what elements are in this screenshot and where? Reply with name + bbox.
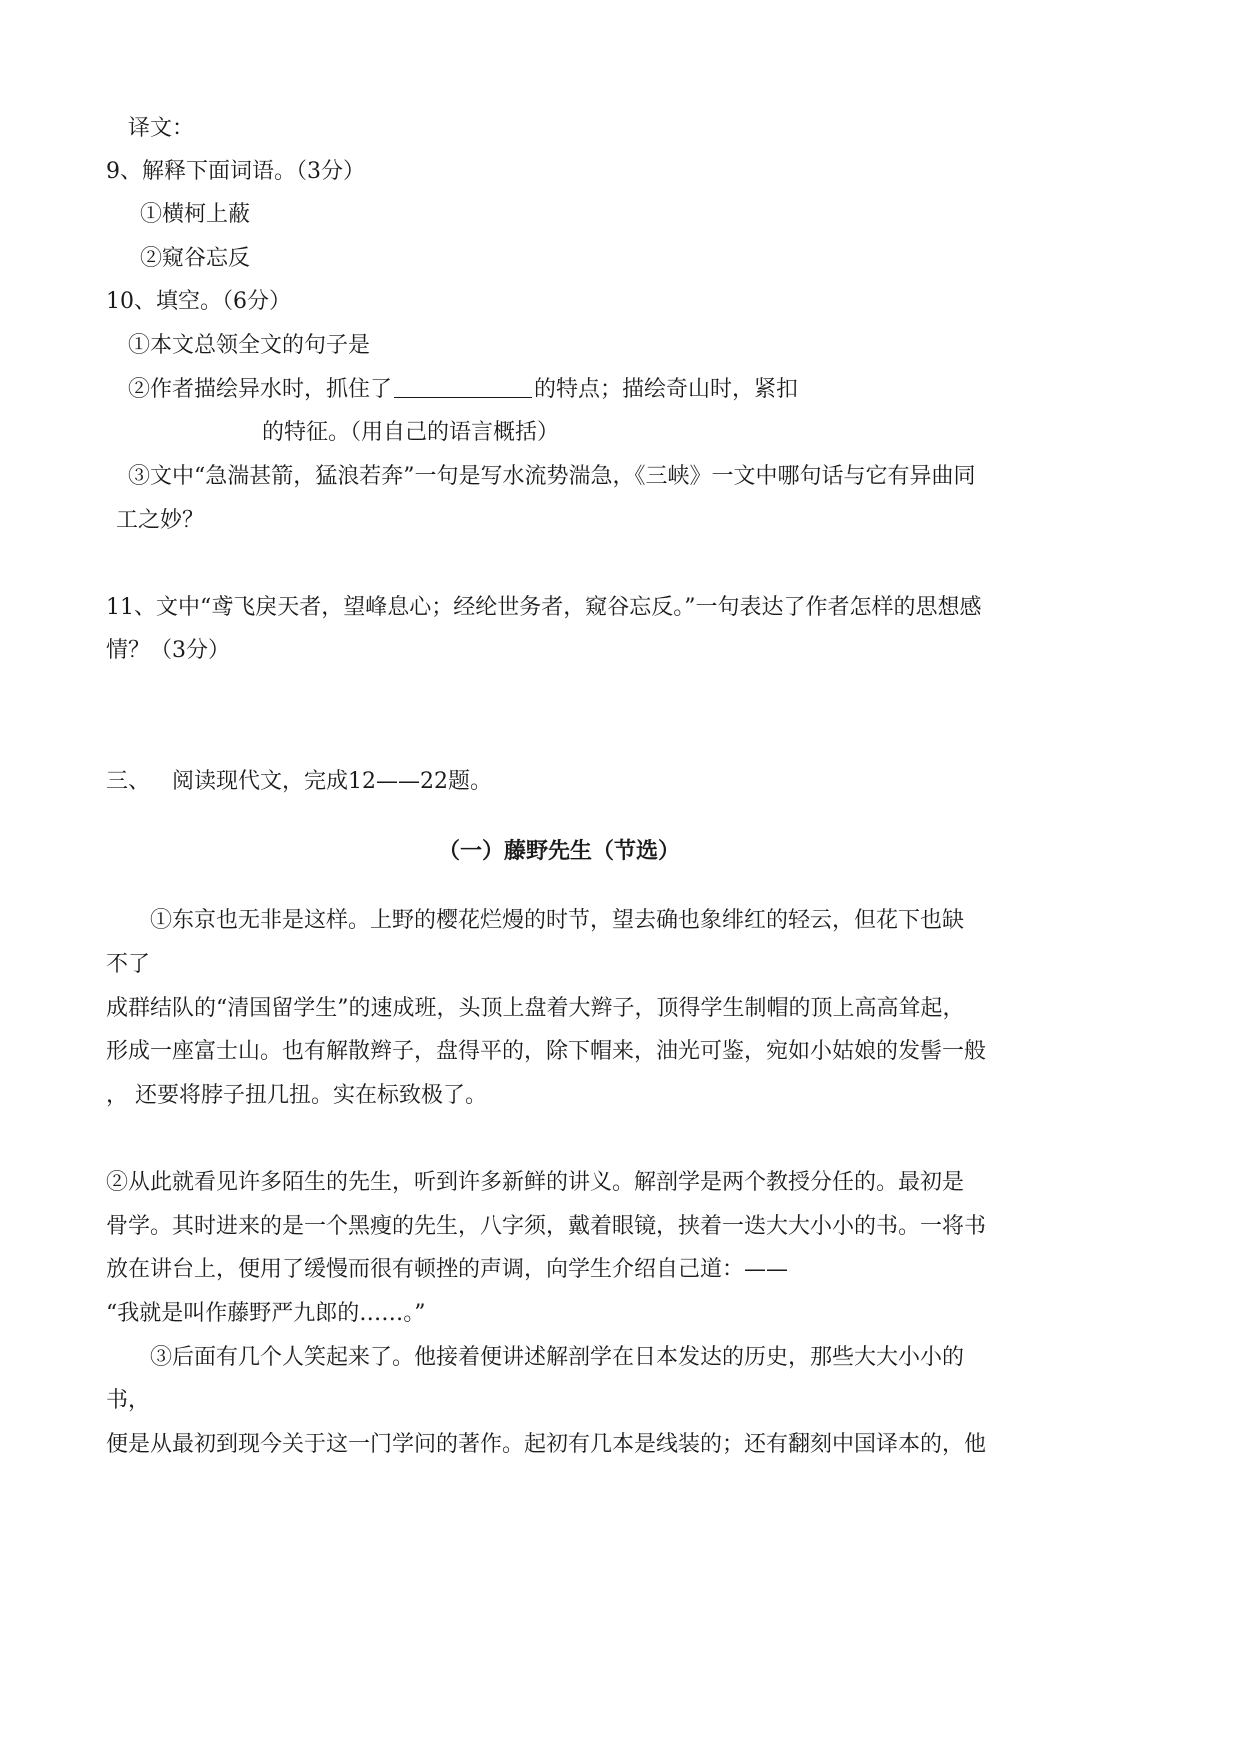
paragraph-1-line-3: 成群结队的“清国留学生”的速成班，头顶上盘着大辫子，顶得学生制帽的顶上高高耸起，: [106, 996, 965, 1021]
question-10-item-2: [128, 375, 798, 405]
paragraph-1-line-1: ①东京也无非是这样。上野的樱花烂熳的时节，望去确也象绯红的轻云，但花下也缺: [150, 908, 965, 933]
question-10-item-1: ①本文总领全文的句子是: [128, 333, 371, 358]
section-3-number: 三、: [106, 769, 151, 794]
passage-title: （一）藤野先生（节选）: [438, 839, 681, 864]
section-3-instruction: 阅读现代文，完成12——22题。: [172, 769, 492, 794]
question-9-item-1: ①横柯上蔽: [140, 202, 251, 227]
paragraph-2-line-3: 放在讲台上，便用了缓慢而很有顿挫的声调，向学生介绍自己道：——: [106, 1257, 789, 1282]
question-9-item-2: ②窥谷忘反: [140, 246, 251, 271]
paragraph-2-line-1: ②从此就看见许多陌生的先生，听到许多新鲜的讲义。解剖学是两个教授分任的。最初是: [106, 1170, 965, 1195]
question-10-item-2-part-a: ②作者描绘异水时，抓住了: [128, 377, 393, 402]
question-10-item-2-part-c: 的特征。（用自己的语言概括）: [262, 420, 560, 445]
question-10-item-2-part-b: 的特点；描绘奇山时，紧扣: [534, 377, 799, 402]
question-10-item-3-line-1: ③文中“急湍甚箭，猛浪若奔”一句是写水流势湍急，《三峡》一文中哪句话与它有异曲同: [128, 464, 976, 489]
question-9: 9、解释下面词语。（3分）: [106, 159, 365, 184]
paragraph-1-line-5: ， 还要将脖子扭几扭。实在标致极了。: [106, 1083, 487, 1108]
paragraph-3-line-3: 便是从最初到现今关于这一门学问的著作。起初有几本是线装的；还有翻刻中国译本的，他: [106, 1432, 987, 1457]
paragraph-3-line-1: ③后面有几个人笑起来了。他接着便讲述解剖学在日本发达的历史，那些大大小小的: [150, 1345, 965, 1370]
question-11-line-2: 情？（3分）: [106, 638, 230, 663]
translation-label: 译文：: [128, 116, 195, 141]
paragraph-2-line-4: “我就是叫作藤野严九郎的……。”: [106, 1301, 426, 1326]
paragraph-1-line-2: 不了: [106, 952, 151, 977]
question-10: 10、填空。（6分）: [106, 289, 291, 314]
paragraph-2-line-2: 骨学。其时进来的是一个黑瘦的先生，八字须，戴着眼镜，挟着一迭大大小小的书。一将书: [106, 1214, 987, 1239]
answer-blank[interactable]: [394, 375, 532, 398]
paragraph-3-line-2: 书，: [106, 1388, 151, 1413]
question-11-line-1: 11、文中“鸢飞戾天者，望峰息心；经纶世务者，窥谷忘反。”一句表达了作者怎样的思想感: [106, 595, 982, 620]
question-10-item-3-line-2: 工之妙？: [116, 508, 205, 533]
paragraph-1-line-4: 形成一座富士山。也有解散辫子，盘得平的，除下帽来，油光可鉴，宛如小姑娘的发髻一般: [106, 1039, 987, 1064]
